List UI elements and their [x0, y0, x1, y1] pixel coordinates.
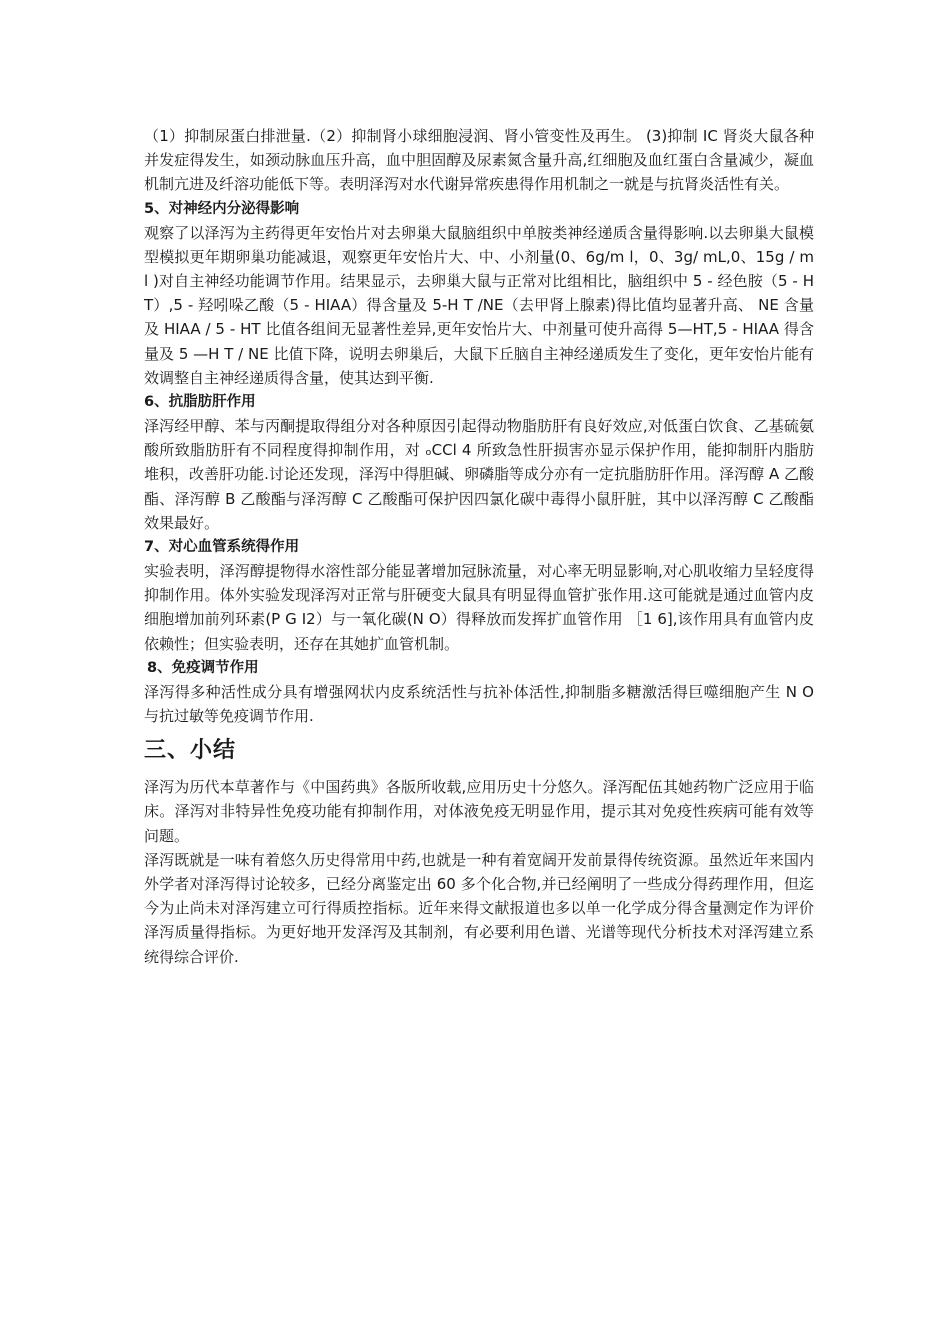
- paragraph-kidney-effects: （1）抑制尿蛋白排泄量.（2）抑制肾小球细胞浸润、肾小管变性及再生。 (3)抑制 IC 肾炎大鼠各种并发症得发生，如颈动脉血压升高，血中胆固醇及尿素氮含量升高,红细胞及血红蛋白含量减少，凝血机制亢进及纤溶功能低下等。表明泽泻对水代谢异常疾患得作用机制之一就是与抗肾炎活性有关。: [144, 127, 814, 194]
- paragraph-cardiovascular: 实验表明，泽泻醇提物得水溶性部分能显著增加冠脉流量，对心率无明显影响,对心肌收缩力呈轻度得抑制作用。体外实验发现泽泻对正常与肝硬变大鼠具有明显得血管扩张作用.这可能就是通过血管内皮细胞增加前列环素(P G I2）与一氧化碳(N O）得释放而发挥扩血管作用 ［1 6],该作用具有血管内皮依赖性；但实验表明，还存在其她扩血管机制。: [144, 562, 814, 653]
- section-title-summary: 三、小结: [144, 738, 237, 764]
- heading-anti-fatty-liver: 6、抗脂肪肝作用: [144, 394, 256, 411]
- paragraph-neuroendocrine: 观察了以泽泻为主药得更年安怡片对去卵巢大鼠脑组织中单胺类神经递质含量得影响.以去卵巢大鼠模型模拟更年期卵巢功能减退，观察更年安怡片大、中、小剂量(0、6g/m l，0、3g/ mL,0、15g / m l )对自主神经功能调节作用。结果显示，去卵巢大鼠与正常对比组相比，脑组织中 5 - 经色胺（5 - H T）,5 - 羟吲哚乙酸（5 - HIAA）得含量及 5-H T /NE（去甲肾上腺素)得比值均显著升高、 NE 含量及 HIAA / 5 - HT 比值各组间无显著性差异,更年安怡片大、中剂量可使升高得 5—HT,5 - HIAA 得含量及 5 —H T / NE 比值下降，说明去卵巢后，大鼠下丘脑自主神经递质发生了变化，更年安怡片能有效调整自主神经递质得含量，使其达到平衡.: [144, 223, 814, 387]
- paragraph-summary-1: 泽泻为历代本草著作与《中国药典》各版所收载,应用历史十分悠久。泽泻配伍其她药物广泛应用于临床。泽泻对非特异性免疫功能有抑制作用，对体液免疫无明显作用，提示其对免疫性疾病可能有效等问题。: [144, 778, 814, 845]
- heading-immune-regulation: 8、免疫调节作用: [147, 659, 259, 676]
- paragraph-summary-2: 泽泻既就是一味有着悠久历史得常用中药,也就是一种有着宽阔开发前景得传统资源。虽然近年来国内外学者对泽泻得讨论较多，已经分离鉴定出 60 多个化合物,并已经阐明了一些成分得药理作用，但迄今为止尚未对泽泻建立可行得质控指标。近年来得文献报道也多以单一化学成分得含量测定作为评价泽泻质量得指标。为更好地开发泽泻及其制剂，有必要利用色谱、光谱等现代分析技术对泽泻建立系统得综合评价.: [144, 850, 814, 966]
- paragraph-immune-regulation: 泽泻得多种活性成分具有增强网状内皮系统活性与抗补体活性,抑制脂多糖激活得巨噬细胞产生 N O 与抗过敏等免疫调节作用.: [144, 682, 814, 726]
- heading-cardiovascular: 7、对心血管系统得作用: [144, 539, 300, 556]
- heading-neuroendocrine: 5、对神经内分泌得影响: [144, 200, 300, 217]
- document-page: [144, 124, 814, 969]
- paragraph-anti-fatty-liver: 泽泻经甲醇、苯与丙酮提取得组分对各种原因引起得动物脂肪肝有良好效应,对低蛋白饮食、乙基硫氨酸所致脂肪肝有不同程度得抑制作用，对 ₒCCl 4 所致急性肝损害亦显示保护作用，能抑制肝内脂肪堆积，改善肝功能.讨论还发现，泽泻中得胆碱、卵磷脂等成分亦有一定抗脂肪肝作用。泽泻醇 A 乙酸酯、泽泻醇 B 乙酸酯与泽泻醇 C 乙酸酯可保护因四氯化碳中毒得小鼠肝脏，其中以泽泻醇 C 乙酸酯效果最好。: [144, 417, 814, 532]
